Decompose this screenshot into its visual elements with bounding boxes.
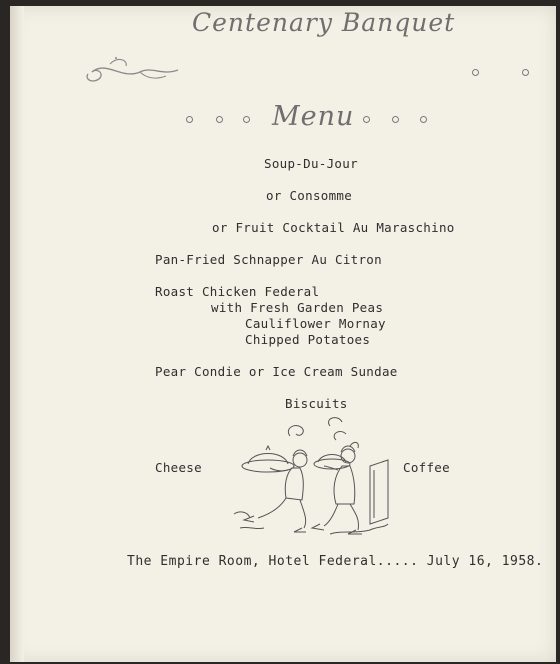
ornament-dot-icon [522, 69, 529, 76]
menu-item-consomme: or Consomme [266, 188, 353, 203]
footer-venue-date: The Empire Room, Hotel Federal..... July 16, 1958. [127, 554, 544, 569]
menu-item-cauliflower: Cauliflower Mornay [245, 316, 386, 331]
ornament-dot-icon [472, 69, 479, 76]
ornament-dot-icon [420, 116, 427, 123]
ornament-dot-icon [363, 116, 370, 123]
ornament-dot-icon [186, 116, 193, 123]
menu-item-potatoes: Chipped Potatoes [245, 332, 371, 347]
menu-item-cocktail: or Fruit Cocktail Au Maraschino [212, 220, 455, 235]
menu-item-cheese: Cheese [155, 460, 202, 475]
ornament-dot-icon [243, 116, 250, 123]
menu-item-coffee: Coffee [403, 460, 450, 475]
ornament-dot-icon [392, 116, 399, 123]
title-flourish-icon [82, 50, 182, 90]
page-spine-shadow [10, 6, 24, 662]
menu-item-peas: with Fresh Garden Peas [211, 300, 384, 315]
menu-item-soup: Soup-Du-Jour [264, 156, 358, 171]
menu-item-chicken: Roast Chicken Federal [155, 284, 320, 299]
menu-heading: Menu [272, 101, 355, 132]
menu-item-biscuits: Biscuits [285, 396, 348, 411]
menu-card [10, 6, 556, 662]
waiters-illustration [230, 414, 390, 544]
menu-item-dessert: Pear Condie or Ice Cream Sundae [155, 364, 398, 379]
ornament-dot-icon [216, 116, 223, 123]
page-title: Centenary Banquet [192, 8, 456, 37]
menu-item-fish: Pan-Fried Schnapper Au Citron [155, 252, 382, 267]
